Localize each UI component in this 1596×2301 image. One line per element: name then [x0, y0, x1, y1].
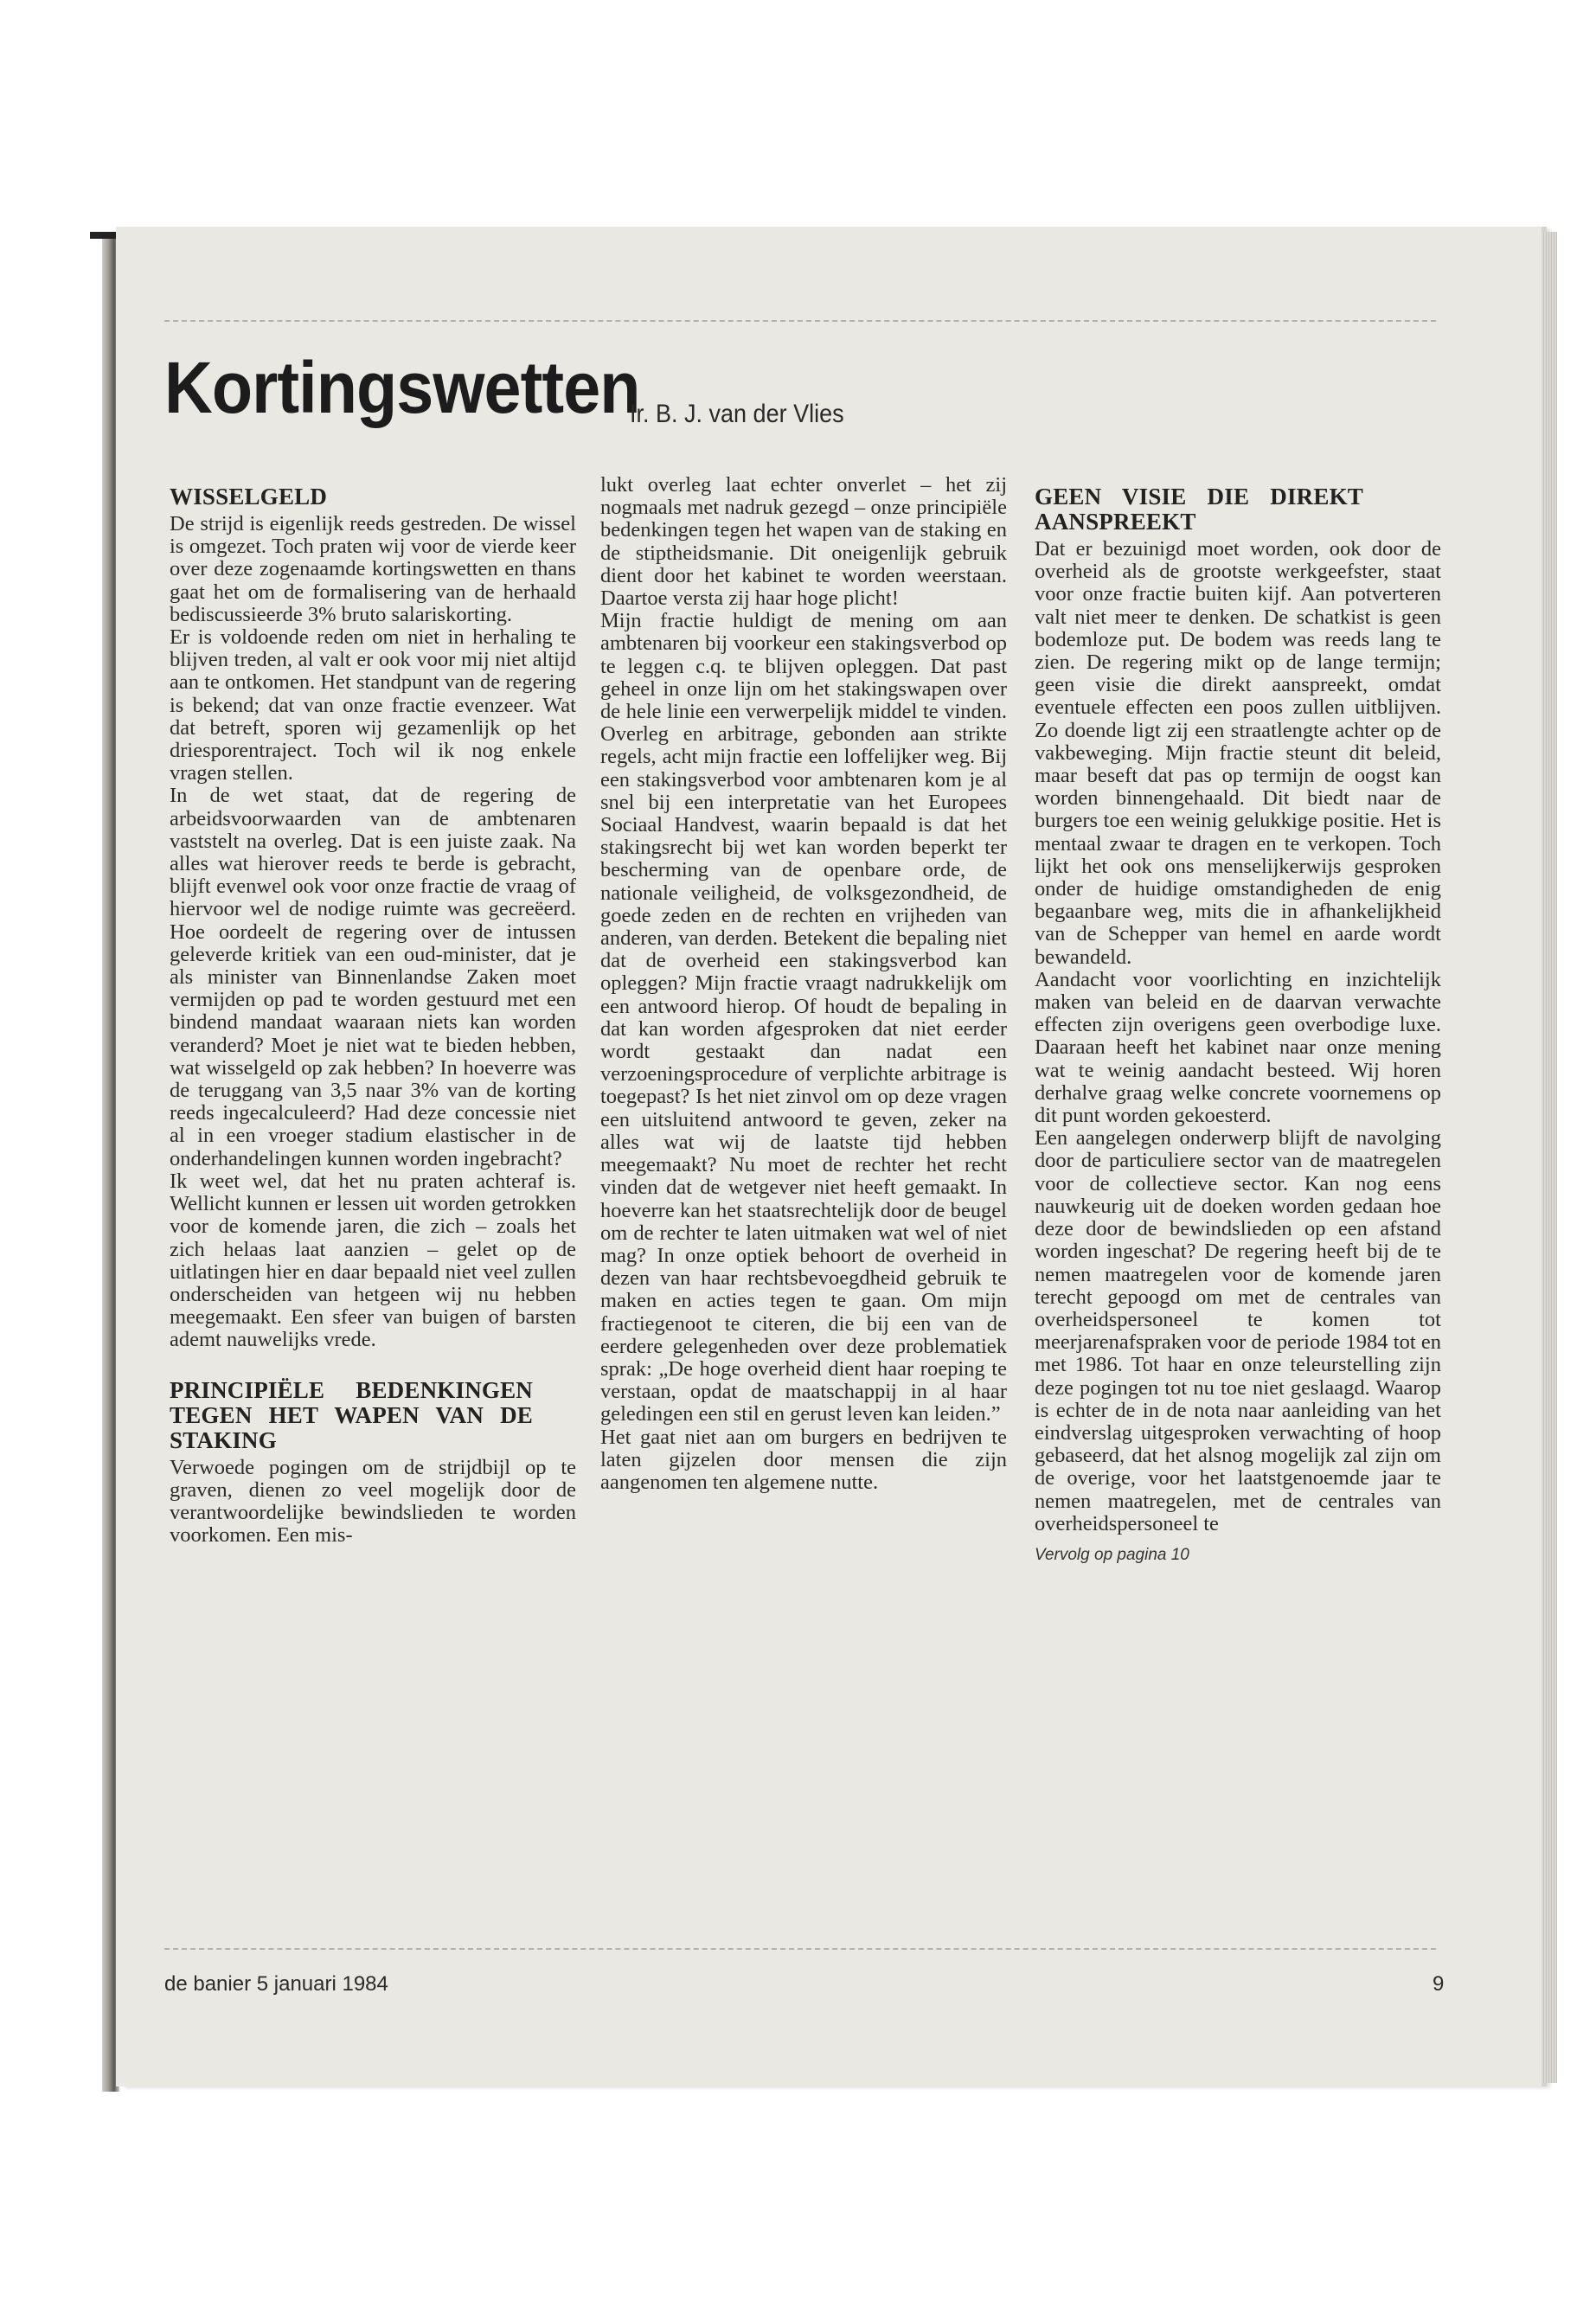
section-heading-geen-visie: GEEN VISIE DIE DIREKT AANSPREEKT — [1035, 484, 1363, 535]
top-rule — [164, 320, 1436, 322]
page-number: 9 — [1433, 1972, 1445, 1996]
continued-note: Vervolg op pagina 10 — [1035, 1545, 1189, 1564]
publication-footer: de banier 5 januari 1984 — [164, 1972, 388, 1996]
paragraph: Dat er bezuinigd moet worden, ook door de overheid als de grootste werkgeefster, staat voor onze fractie buiten kijf. Aan potverteren valt niet meer te denken. De schatkist is geen bodemloze put. De bodem was reeds lang te zien. De regering mikt op de lange termijn; geen visie die direkt aanspreekt, omdat eventuele effecten een poos zullen uitblijven. Zo doende ligt zij een straatlengte achter op de vakbeweging. Mijn fractie steunt dit beleid, maar beseft dat pas op termijn de oogst kan worden binnengehaald. Dit biedt naar de burgers toe een weinig gelukkige positie. Het is mentaal zwaar te dragen en te verkopen. Toch lijkt het ook ons menselijkerwijs gesproken onder de huidige omstandigheden de enig begaanbare weg, mits die in afhankelijkheid van de Schepper van hemel en aarde wordt bewandeld. — [1035, 537, 1441, 969]
article-title: Kortingswetten — [164, 347, 640, 428]
column-2 — [600, 474, 1007, 1919]
paragraph: De strijd is eigenlijk reeds gestreden. De wissel is omgezet. Toch praten wij voor de vierde keer over deze zogenaamde kortingswetten en thans gaat het om de formalisering van de herhaald bediscussieerde 3% bruto salariskorting. — [170, 512, 576, 626]
paragraph: Er is voldoende reden om niet in herhaling te blijven treden, al valt er ook voor mij niet altijd aan te ontkomen. Het standpunt van de regering is bekend; dat van onze fractie evenzeer. Wat dat betreft, sporen wij gezamenlijk op het driesporentraject. Toch wil ik nog enkele vragen stellen. — [170, 625, 576, 785]
paragraph: Verwoede pogingen om de strijdbijl op te graven, dienen zo veel mogelijk door de verantwoordelijke bewindslieden te worden voorkomen. Een mis- — [170, 1455, 576, 1548]
column-1 — [170, 484, 576, 1929]
paragraph: Een aangelegen onderwerp blijft de navolging door de particuliere sector van de maatregelen voor de collectieve sector. Kan nog eens nauwkeurig uit de doeken worden gedaan hoe deze door de bewindslieden op een afstand worden ingeschat? De regering heeft bij de te nemen maatregelen voor de komende jaren terecht gepoogd om met de centrales van overheidspersoneel te komen tot meerjarenafspraken voor de periode 1984 tot en met 1986. Tot haar en onze teleurstelling zijn deze pogingen tot nu toe niet geslaagd. Waarop is echter de in de nota naar aanleiding van het eindverslag uitgesproken verwachting of hoop gebaseerd, dat het alsnog mogelijk zal zijn om de overige, voor het laatstgenoemde jaar te nemen maatregelen, met de centrales van overheidspersoneel te — [1035, 1126, 1441, 1535]
paragraph: Aandacht voor voorlichting en inzichtelijk maken van beleid en de daarvan verwachte effecten zijn overigens geen overbodige luxe. Daaraan heeft het kabinet naar onze mening wat te weinig aandacht besteed. Wij horen derhalve graag welke concrete voornemens op dit punt worden gekoesterd. — [1035, 967, 1441, 1128]
paragraph: Ik weet wel, dat het nu praten achteraf is. Wellicht kunnen er lessen uit worden getrokken voor de komende jaren, die zich – zoals het zich helaas laat aanzien – gelet op de uitlatingen hier en daar bepaald niet veel zullen onderscheiden van hetgeen wij nu hebben meegemaakt. Een sfeer van buigen of barsten ademt nauwelijks vrede. — [170, 1169, 576, 1352]
section-heading-principiele-bedenkingen: PRINCIPIËLE BEDENKINGEN TEGEN HET WAPEN VAN DE STAKING — [170, 1376, 533, 1453]
column-3 — [1035, 484, 1441, 1929]
paragraph: Mijn fractie huldigt de mening om aan ambtenaren bij voorkeur een stakingsverbod op te leggen c.q. te blijven opleggen. Dat past geheel in onze lijn om het stakingswapen over de hele linie een verwerpelijk middel te vinden. Overleg en arbitrage, gebonden aan strikte regels, acht mijn fractie een loffelijker weg. Bij een stakingsverbod voor ambtenaren kom je al snel bij een interpretatie van het Europees Sociaal Handvest, waarin bepaald is dat het stakingsrecht bij wet kan worden beperkt ter bescherming van de openbare orde, de nationale veiligheid, de volksgezondheid, de goede zeden en de rechten en vrijheden van anderen, van derden. Betekent die bepaling niet dat de overheid een stakingsverbod kan opleggen? Mijn fractie vraagt nadrukkelijk om een antwoord hierop. Of houdt de bepaling in dat kan worden afgesproken dat niet eerder wordt gestaakt dan nadat een verzoeningsprocedure of verplichte arbitrage is toegepast? Is het niet zinvol om op deze vragen een uitsluitend antwoord te geven, zeker na alles wat wij de laatste tijd hebben meegemaakt? Nu moet de rechter het recht vinden dat de wetgever niet heeft gemaakt. In hoeverre kan het staatsrechtelijk door de beugel om de rechter te laten uitmaken wat wel of niet mag? In onze optiek behoort de overheid in dezen van haar rechtsbevoegdheid gebruik te maken en acties tegen te gaan. Om mijn fractiegenoot te citeren, die bij een van de eerdere gelegenheden over deze problematiek sprak: „De hoge overheid dient haar roeping te verstaan, opdat de maatschappij in al haar geledingen een stil en gerust leven kan leiden.” — [600, 609, 1007, 1426]
paragraph: Het gaat niet aan om burgers en bedrijven te laten gijzelen door mensen die zijn aangenomen ten algemene nutte. — [600, 1425, 1007, 1494]
paragraph: In de wet staat, dat de regering de arbeidsvoorwaarden van de ambtenaren vaststelt na overleg. Dat is een juiste zaak. Na alles wat hierover reeds te berde is gebracht, blijft evenwel ook voor onze fractie de vraag of hiervoor wel de nodige ruimte was gecreëerd. Hoe oordeelt de regering over de intussen geleverde kritiek van een oud-minister, dat je als minister van Binnenlandse Zaken moet vermijden op pad te worden gestuurd met een bindend mandaat waaraan niets kan worden veranderd? Moet je niet wat te bieden hebben, wat wisselgeld op zak hebben? In hoeverre was de teruggang van 3,5 naar 3% van de korting reeds ingecalculeerd? Had deze concessie niet al in een vroeger stadium elastischer in de onderhandelingen kunnen worden ingebracht? — [170, 784, 576, 1170]
article-author: Ir. B. J. van der Vlies — [630, 400, 844, 428]
bottom-rule — [164, 1948, 1436, 1950]
paragraph: lukt overleg laat echter onverlet – het zij nogmaals met nadruk gezegd – onze principiële bedenkingen tegen het wapen van de staking en de stiptheidsmanie. Dit oneigenlijk gebruik dient door het kabinet te worden weerstaan. Daartoe versta zij haar hoge plicht! — [600, 474, 1007, 611]
section-heading-wisselgeld: WISSELGELD — [170, 484, 328, 510]
page-edge — [1542, 232, 1557, 2083]
